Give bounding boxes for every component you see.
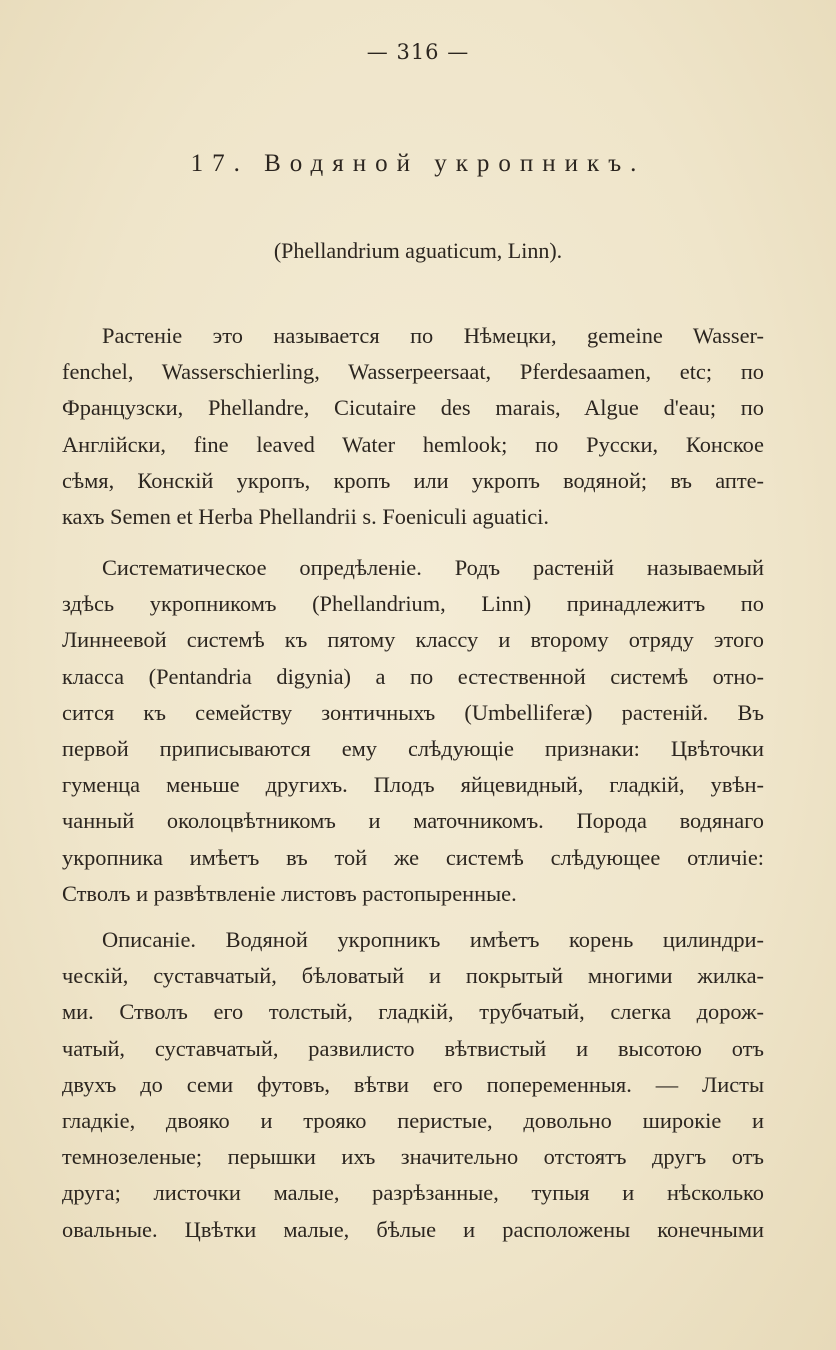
text-line: укропника имѣетъ въ той же системѣ слѣдующее отличіе: [62, 844, 764, 870]
text-line: Стволъ и развѣтвленіе листовъ растопыренные. [62, 880, 517, 906]
text-line: здѣсь укропникомъ (Phellandrium, Linn) принадлежитъ по [62, 591, 764, 617]
text-line: друга; листочки малые, разрѣзанные, тупыя и нѣсколько [62, 1180, 764, 1206]
text-line: Французски, Phellandre, Cicutaire des marais, Algue d'eau; по [62, 395, 764, 421]
paragraph-systematics [62, 550, 764, 912]
text-line: двухъ до семи футовъ, вѣтви его попеременныя. — Листы [62, 1071, 764, 1097]
text-line: кахъ Semen et Herba Phellandrii s. Foeniculi aguatici. [62, 503, 549, 529]
text-line: темнозеленые; перышки ихъ значительно отстоятъ другъ отъ [62, 1144, 764, 1170]
latin-name: (Phellandrium aguaticum, Linn). [273, 238, 563, 263]
text-line: Описаніе. Водяной укропникъ имѣетъ корень цилиндри- [102, 927, 764, 952]
text-line: Систематическое опредѣленіе. Родъ растеній называемый [102, 555, 764, 580]
text-line: ми. Стволъ его толстый, гладкій, трубчатый, слегка дорож- [62, 999, 764, 1025]
text-line: ческій, суставчатый, бѣловатый и покрытый многими жилка- [62, 963, 764, 989]
paragraph-description [62, 922, 764, 1248]
text-line: fenchel, Wasserschierling, Wasserpeersaat, Pferdesaamen, etc; по [62, 359, 764, 385]
text-line: класса (Pentandria digynia) а по естественной системѣ отно- [62, 663, 764, 689]
text-line: сится къ семейству зонтичныхъ (Umbelliferæ) растеній. Въ [62, 699, 764, 725]
paragraph-names [62, 318, 764, 535]
text-line: Линнеевой системѣ къ пятому классу и второму отряду этого [62, 627, 764, 653]
text-line: Англійски, fine leaved Water hemlook; по Русски, Конское [62, 431, 764, 457]
text-line: гладкіе, двояко и трояко перистые, довольно широкіе и [62, 1107, 764, 1133]
text-line: гуменца меньше другихъ. Плодъ яйцевидный, гладкій, увѣн- [62, 772, 764, 798]
text-line: чанный околоцвѣтникомъ и маточникомъ. Порода водянаго [62, 808, 764, 834]
page-number: — 316 — [366, 40, 470, 64]
text-line: чатый, суставчатый, развилисто вѣтвистый и высотою отъ [62, 1035, 764, 1061]
text-line: первой приписываются ему слѣдующіе признаки: Цвѣточки [62, 735, 764, 761]
text-line: сѣмя, Конскій укропъ, кропъ или укропъ водяной; въ апте- [62, 467, 764, 493]
text-line: Растеніе это называется по Нѣмецки, gemeine Wasser- [102, 323, 764, 348]
text-line: овальные. Цвѣтки малые, бѣлые и расположены конечными [62, 1216, 764, 1242]
section-title: 17. Водяной укропникъ. [190, 150, 646, 177]
